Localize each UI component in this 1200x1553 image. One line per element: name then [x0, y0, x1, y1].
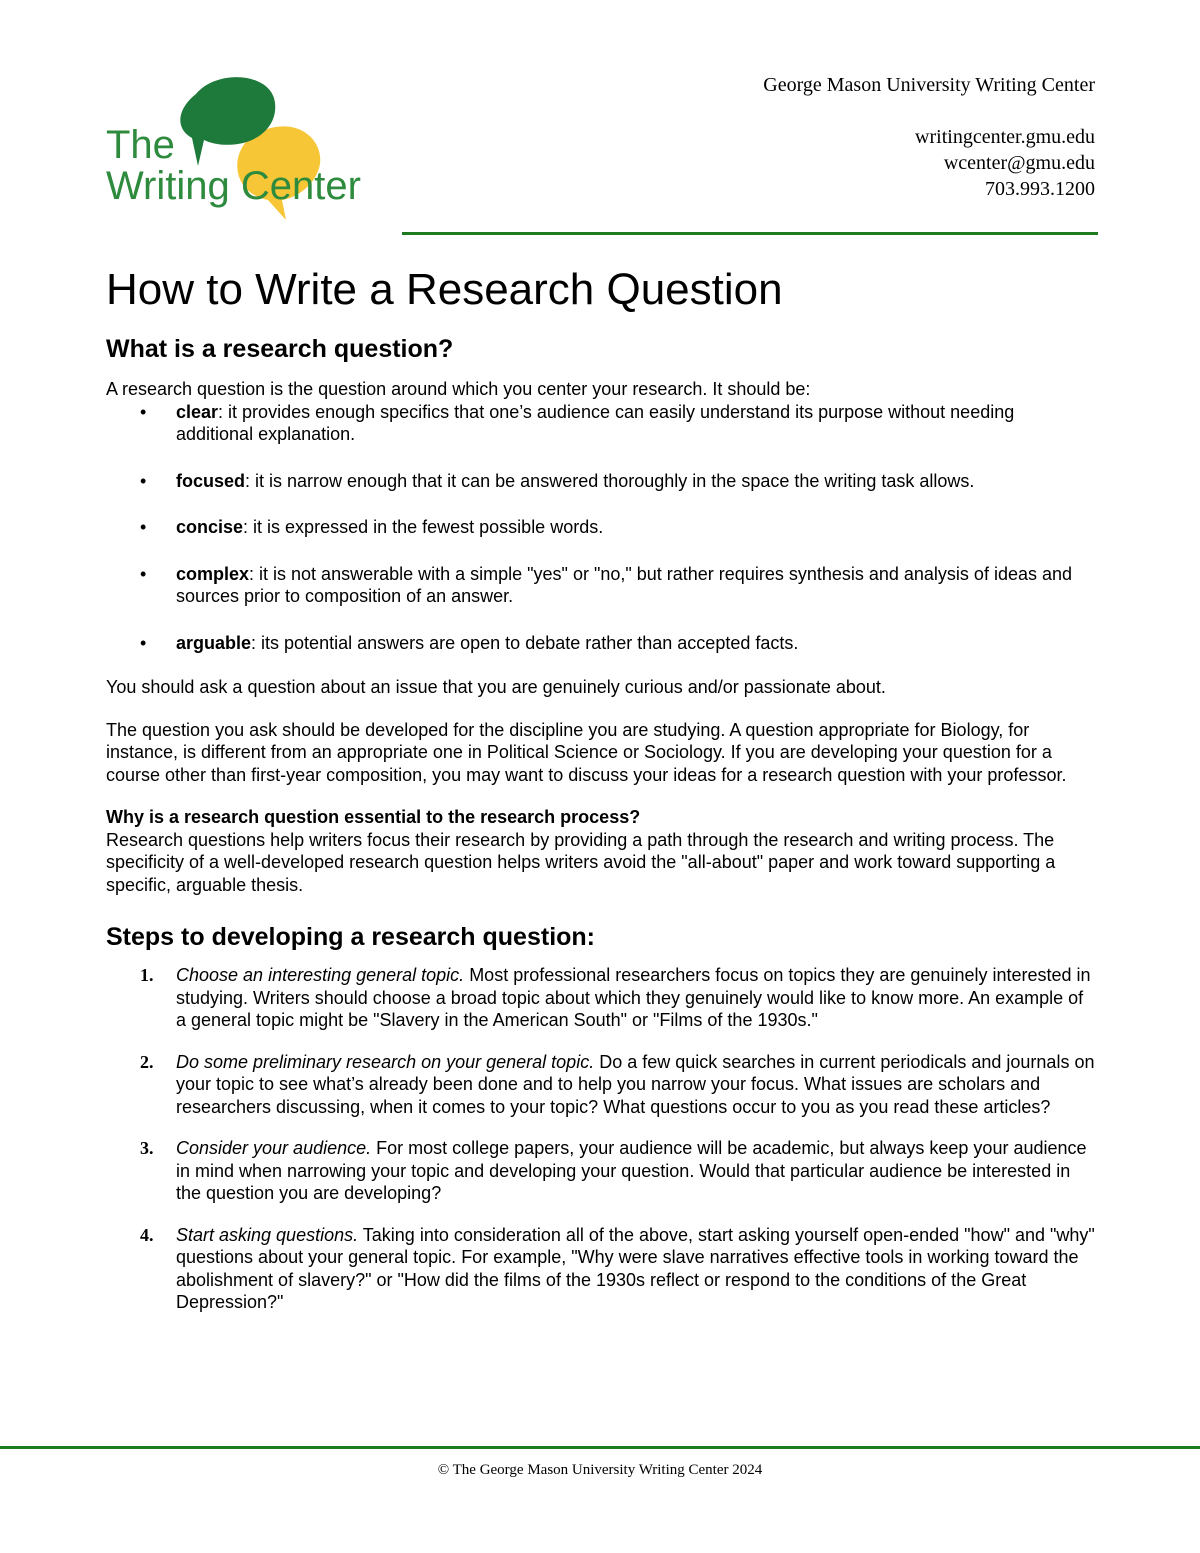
section-heading-steps: Steps to developing a research question:	[106, 923, 596, 951]
discipline-paragraph: The question you ask should be developed for the discipline you are studying. A question appropriate for Biology, for instance, is different from an appropriate one in Political Science or Sociology. If you are developing your question for a course other than first-year composition, you may want to discuss your ideas for a research question with your professor.	[106, 719, 1067, 785]
bullet-icon: •	[140, 563, 147, 584]
step-text: For most college papers, your audience will be academic, but always keep your audience in mind when narrowing your topic and developing your question. Would that particular audience be interested in the question you are developing?	[176, 1138, 1087, 1203]
why-essential-paragraph: Research questions help writers focus their research by providing a path through the research and writing process. The specificity of a well-developed research question helps writers avoid the "all-about" paper and work toward supporting a specific, arguable thesis.	[106, 829, 1056, 895]
step-number: 4.	[140, 1224, 154, 1245]
bullet-icon: •	[140, 401, 147, 422]
step-text: Do a few quick searches in current periodicals and journals on your topic to see what’s already been done and to help you narrow your focus. What issues are scholars and researchers discussing, when it comes to your topic? What questions occur to you as you read these articles?	[176, 1051, 1095, 1117]
step-lead: Start asking questions.	[176, 1224, 359, 1245]
bullet-icon: •	[140, 632, 147, 653]
writing-center-logo	[104, 68, 394, 228]
step-number: 2.	[140, 1051, 154, 1072]
criteria-term: concise	[176, 517, 244, 537]
step-text: Most professional researchers focus on topics they are genuinely interested in studying. Writers should choose a broad topic about which they genuinely would like to know more. An example of a general topic might be "Slavery in the American South" or "Films of the 1930s."	[176, 965, 1091, 1030]
why-essential-subheading: Why is a research question essential to the research process?	[106, 807, 641, 827]
list-item	[106, 401, 1096, 446]
list-item	[106, 1051, 1096, 1119]
criteria-text: : its potential answers are open to debate rather than accepted facts.	[251, 632, 799, 653]
page-title: How to Write a Research Question	[106, 265, 783, 314]
header-divider	[402, 232, 1098, 235]
criteria-term: focused	[176, 470, 246, 491]
step-number: 3.	[140, 1138, 154, 1158]
list-item	[106, 632, 1096, 655]
criteria-text: : it is narrow enough that it can be answered thoroughly in the space the writing task allows.	[245, 470, 975, 491]
list-item	[106, 1137, 1096, 1205]
logo-line-writing-center: Writing Center	[106, 164, 361, 208]
bullet-icon: •	[140, 470, 147, 491]
footer-divider	[0, 1446, 1200, 1449]
step-text: Taking into consideration all of the above, start asking yourself open-ended "how" and "why" questions about your general topic. For example, "Why were slave narratives effective tools in working toward the abolishment of slavery?" or "How did the films of the 1930s reflect or respond to the conditions of the Great Depression?"	[176, 1224, 1095, 1312]
criteria-text: : it provides enough specifics that one’s audience can easily understand its purpose without needing additional explanation.	[176, 401, 1015, 444]
footer-copyright: © The George Mason University Writing Center 2024	[437, 1462, 763, 1478]
list-item	[106, 470, 1096, 493]
steps-list	[106, 964, 1096, 1314]
website-link[interactable]: writingcenter.gmu.edu	[915, 126, 1095, 148]
org-name: George Mason University Writing Center	[763, 74, 1095, 96]
bullet-icon: •	[140, 517, 147, 537]
list-item	[106, 1224, 1096, 1314]
step-number: 1.	[140, 965, 154, 985]
list-item	[106, 563, 1096, 608]
document-body	[106, 264, 1096, 1333]
intro-paragraph: A research question is the question around which you center your research. It should be:	[106, 379, 811, 399]
curiosity-paragraph: You should ask a question about an issue that you are genuinely curious and/or passionate about.	[106, 677, 886, 697]
criteria-term: complex	[176, 563, 250, 584]
list-item	[106, 516, 1096, 539]
email-link[interactable]: wcenter@gmu.edu	[943, 152, 1095, 174]
step-lead: Consider your audience.	[176, 1138, 372, 1158]
step-lead: Choose an interesting general topic.	[176, 965, 465, 985]
phone-number: 703.993.1200	[985, 178, 1095, 200]
criteria-list	[106, 401, 1096, 655]
criteria-text: : it is expressed in the fewest possible words.	[243, 517, 604, 537]
list-item	[106, 964, 1096, 1032]
criteria-term: clear	[176, 401, 219, 422]
section-heading-what-is: What is a research question?	[106, 335, 454, 363]
criteria-text: : it is not answerable with a simple "yes" or "no," but rather requires synthesis and analysis of ideas and sources prior to composition of an answer.	[176, 563, 1073, 606]
step-lead: Do some preliminary research on your general topic.	[176, 1051, 595, 1072]
criteria-term: arguable	[176, 632, 252, 653]
contact-block	[763, 72, 1095, 202]
logo-line-the: The	[106, 123, 175, 167]
